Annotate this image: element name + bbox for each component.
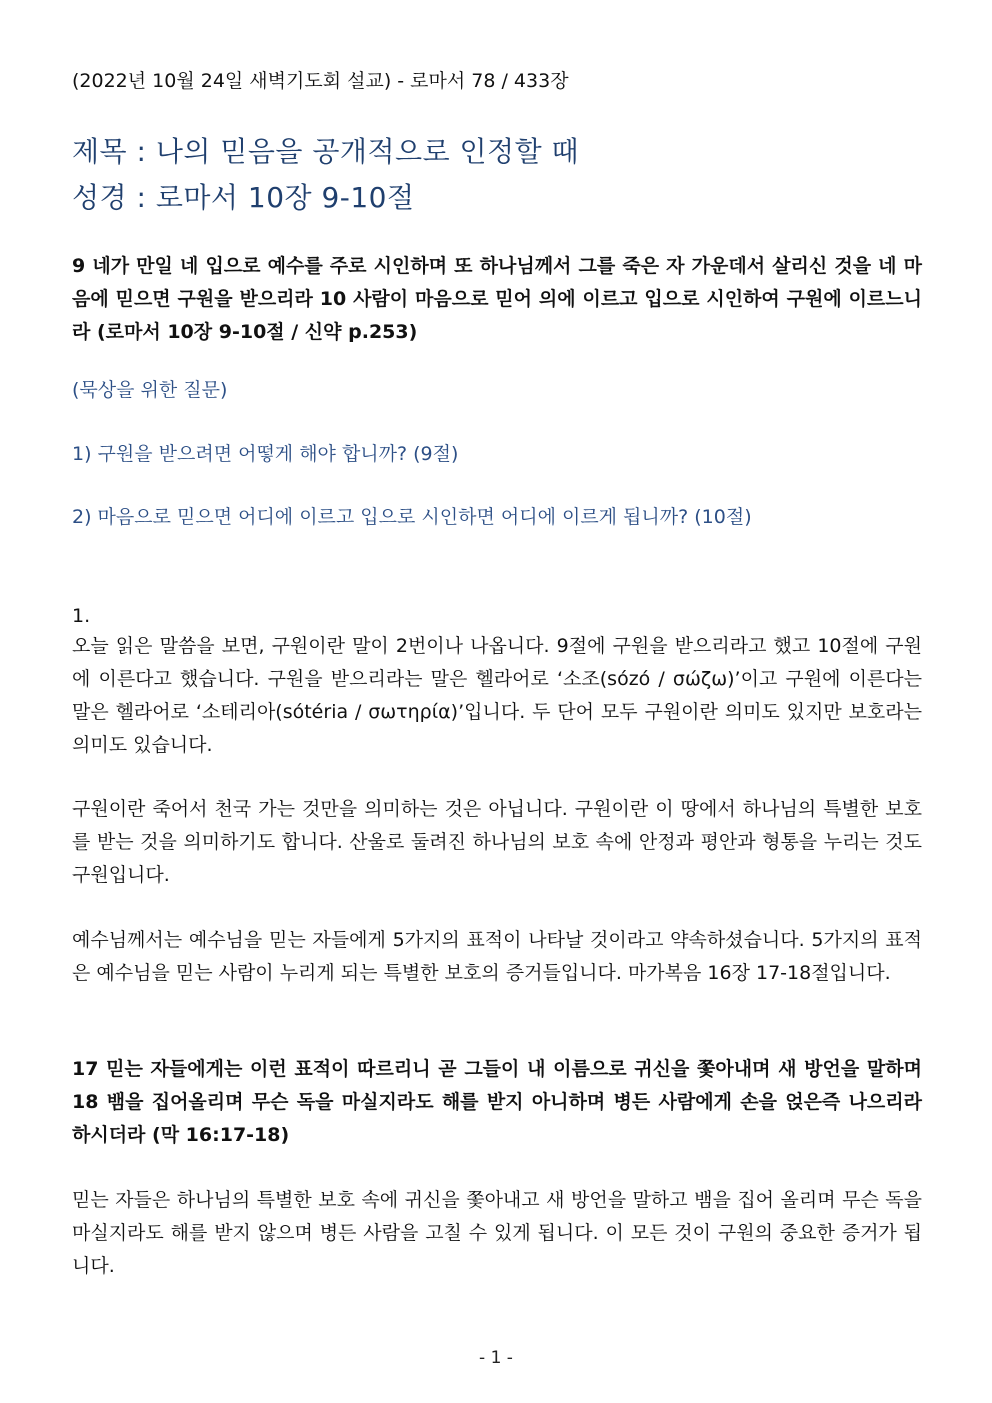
body-paragraph-2: 구원이란 죽어서 천국 가는 것만을 의미하는 것은 아닙니다. 구원이란 이 땅에서 하나님의 특별한 보호를 받는 것을 의미하기도 합니다. 산울로 둘려진 하나님의 보호 속에 안정과 평안과 형통을 누리는 것도 구원입니다.: [72, 798, 922, 886]
body-paragraph-3: 예수님께서는 예수님을 믿는 자들에게 5가지의 표적이 나타날 것이라고 약속하셨습니다. 5가지의 표적은 예수님을 믿는 사람이 누리게 되는 특별한 보호의 증거들입니다. 마가복음 16장 17-18절입니다.: [72, 929, 922, 984]
scripture-quote: 17 믿는 자들에게는 이런 표적이 따르리니 곧 그들이 내 이름으로 귀신을 쫓아내며 새 방언을 말하며 18 뱀을 집어올리며 무슨 독을 마실지라도 해를 받지 아니하며 병든 사람에게 손을 얹은즉 나으리라 하시더라 (막 16:17-18): [72, 1058, 922, 1146]
sermon-title: 제목 : 나의 믿음을 공개적으로 인정할 때: [72, 135, 580, 168]
scripture-reference: 성경 : 로마서 10장 9-10절: [72, 181, 415, 214]
section-number: 1.: [72, 605, 91, 627]
meditation-heading: (묵상을 위한 질문): [72, 379, 228, 401]
scripture-passage: 9 네가 만일 네 입으로 예수를 주로 시인하며 또 하나님께서 그를 죽은 자 가운데서 살리신 것을 네 마음에 믿으면 구원을 받으리라 10 사람이 마음으로 믿어 의에 이르고 입으로 시인하여 구원에 이르느니라 (로마서 10장 9-10절 / 신약 p.253): [72, 255, 922, 343]
page-number: - 1 -: [479, 1348, 513, 1368]
meditation-question-1: 1) 구원을 받으려면 어떻게 해야 합니까? (9절): [72, 443, 459, 465]
body-paragraph-4: 믿는 자들은 하나님의 특별한 보호 속에 귀신을 쫓아내고 새 방언을 말하고 뱀을 집어 올리며 무슨 독을 마실지라도 해를 받지 않으며 병든 사람을 고칠 수 있게 됩니다. 이 모든 것이 구원의 중요한 증거가 됩니다.: [72, 1189, 922, 1277]
body-paragraph-1: 오늘 읽은 말씀을 보면, 구원이란 말이 2번이나 나옵니다. 9절에 구원을 받으리라고 했고 10절에 구원에 이른다고 했습니다. 구원을 받으리라는 말은 헬라어로 ‘소조(sózó / σώζω)’이고 구원에 이른다는 말은 헬라어로 ‘소테리아(sótéria / σωτηρία)’입니다. 두 단어 모두 구원이란 의미도 있지만 보호라는 의미도 있습니다.: [72, 635, 922, 756]
meditation-question-2: 2) 마음으로 믿으면 어디에 이르고 입으로 시인하면 어디에 이르게 됩니까? (10절): [72, 506, 752, 528]
sermon-date-line: (2022년 10월 24일 새벽기도회 설교) - 로마서 78 / 433장: [72, 70, 569, 92]
